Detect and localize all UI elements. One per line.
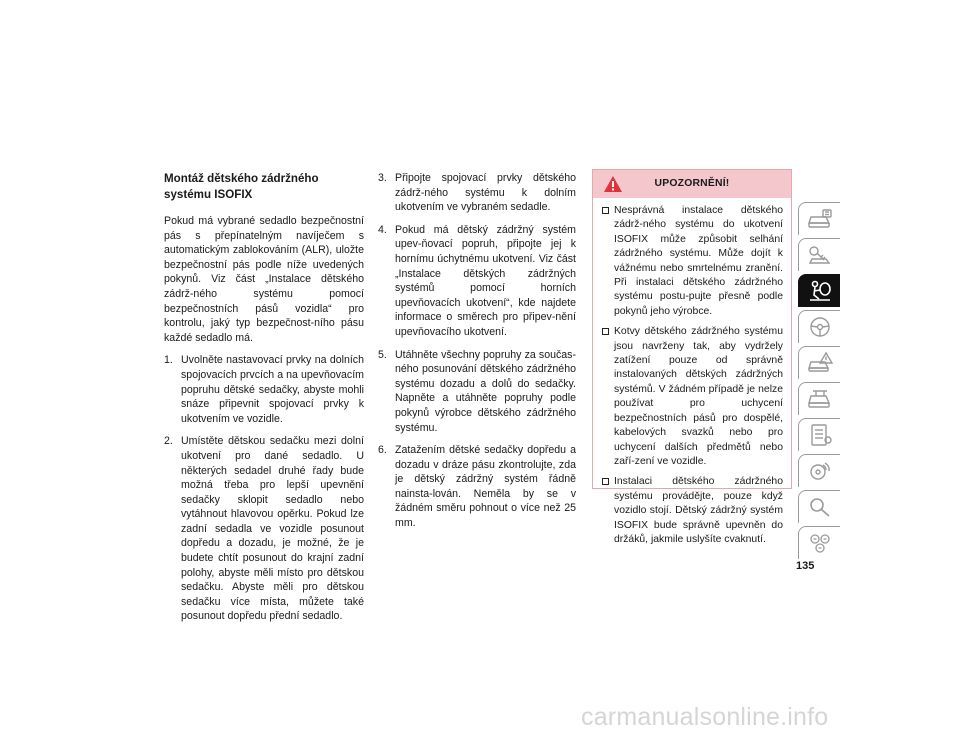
warning-text: Instalaci dětského zádržného systému provádějte, pouze když vozidlo stojí. Dětský zádržný systém ISOFIX bude správně upevněn do držáků, jakmile uslyšíte cvaknutí. <box>614 476 783 545</box>
step-item <box>164 353 364 426</box>
airbag-safety-icon <box>806 279 834 303</box>
watermark: carmanualsonline.info <box>581 703 829 731</box>
warning-item <box>601 204 783 319</box>
multimedia-icon <box>806 459 834 483</box>
warning-header <box>593 170 791 198</box>
step-text: Pokud má dětský zádržný systém upev-ňovací popruh, připojte jej k hornímu úchytnému ukotvení. Viz část „Instalace dětských zádržných systémů pomocí horních upevňovacích ukotvení“, kde najdete informace o směrech pro připev-nění upevňovacího ukotvení. <box>395 223 576 338</box>
step-text: Připojte spojovací prvky dětského zádrž-ného systému k dolním ukotvením ve vybraném sedadle. <box>395 172 576 214</box>
language-index-icon <box>806 531 834 555</box>
warning-box <box>592 169 792 545</box>
step-item <box>378 348 576 436</box>
warning-body <box>593 198 791 547</box>
car-service-icon <box>806 387 834 411</box>
step-text: Uvolněte nastavovací prvky na dolních spojovacích prvcích a na upevňovacím popruhu dětské sedačky, abyste mohli snáze připevnit spojovací prvky k ukotvením ve vozidle. <box>181 354 364 425</box>
steps-list-left <box>164 353 364 624</box>
step-item <box>378 223 576 340</box>
square-bullet-icon <box>602 478 609 485</box>
step-text: Zatažením dětské sedačky dopředu a dozadu v dráze pásu zkontrolujte, zda je dětský zádržný systém řádně nainsta-lován. Neměla by se v žádném směru pohnout o více než 25 mm. <box>395 444 576 530</box>
tab-car-info[interactable] <box>798 202 840 235</box>
step-number: 3. <box>378 172 387 184</box>
steps-list-middle <box>378 171 576 531</box>
left-column <box>164 171 364 632</box>
step-number: 4. <box>378 223 387 236</box>
tab-specifications[interactable] <box>798 418 840 451</box>
tab-search[interactable] <box>798 490 840 523</box>
car-warning-icon <box>806 351 834 375</box>
page-number: 135 <box>796 560 815 572</box>
step-number: 6. <box>378 444 387 457</box>
intro-paragraph: Pokud má vybrané sedadlo bezpečnostní pás s přepínatelným navíječem s automatickým zablokováním (ALR), uložte bezpečnostní pás podle níže uvedených pokynů. Viz část „Instalace dětského zádrž-ného systému pomocí bezpečnostních pásů vozidla“ pro kontrolu, jaký typ bezpečnost-ního pásu každé sedadlo má. <box>164 215 364 344</box>
steering-wheel-icon <box>806 315 834 339</box>
tab-car-warning[interactable] <box>798 346 840 379</box>
car-info-icon <box>806 207 834 231</box>
tab-steering-wheel[interactable] <box>798 310 840 343</box>
warning-item <box>601 475 783 547</box>
section-tabs <box>798 202 840 562</box>
step-number: 1. <box>164 354 173 367</box>
tab-language-index[interactable] <box>798 526 840 559</box>
square-bullet-icon <box>602 328 609 335</box>
tab-multimedia[interactable] <box>798 454 840 487</box>
search-icon <box>806 495 834 519</box>
step-item <box>378 171 576 215</box>
middle-column <box>378 171 576 539</box>
specifications-list-icon <box>806 423 834 447</box>
warning-item <box>601 325 783 469</box>
step-text: Umístěte dětskou sedačku mezi dolní ukotvení pro dané sedadlo. U některých sedadel druhé řady bude možná třeba pro lepší upevnění sedačky sklopit sedadlo nebo vytáhnout hlavovou opěrku. Pokud lze zadní sedadla ve vozidle posunout dopředu a dozadu, je možné, že je budete chtít posunout do krajní zadní polohy, abyste měli místo pro dětskou sedačku. Abyste měli pro dětskou sedačku více místa, můžete také posunout dopředu přední sedadlo. <box>181 435 364 623</box>
square-bullet-icon <box>602 207 609 214</box>
step-item <box>378 443 576 531</box>
step-number: 2. <box>164 435 173 448</box>
step-item <box>164 434 364 624</box>
warning-text: Nesprávná instalace dětského zádrž-ného systému do ukotvení ISOFIX může způsobit selhání zádržného systému. Může dojít k vážnému nebo smrtelnému zranění. Při instalaci dětského zádržného systému postu-pujte přesně podle pokynů jeho výrobce. <box>614 205 783 317</box>
warning-triangle-icon <box>603 175 623 193</box>
warning-text: Kotvy dětského zádržného systému jsou navrženy tak, aby vydržely zatížení pouze od správně instalovaných dětských zádržných systémů. V žádném případě je nelze používat pro uchycení bezpečnostních pásů pro dospělé, kabelových svazků nebo pro uchycení dalších předmětů nebo zaří-zení ve vozidle. <box>614 326 783 467</box>
tab-car-service[interactable] <box>798 382 840 415</box>
car-key-icon <box>806 243 834 267</box>
step-number: 5. <box>378 348 387 361</box>
tab-airbag-safety[interactable] <box>798 274 840 307</box>
warning-title: UPOZORNĚNÍ! <box>654 178 730 189</box>
tab-car-key[interactable] <box>798 238 840 271</box>
section-heading: Montáž dětského zádržného systému ISOFIX <box>164 172 319 201</box>
step-text: Utáhněte všechny popruhy za součas-ného posunování dětského zádržného systému dozadu a dolů do sedačky. Napněte a utáhněte popruhy podle pokynů výrobce dětského zádržného systému. <box>395 348 576 434</box>
